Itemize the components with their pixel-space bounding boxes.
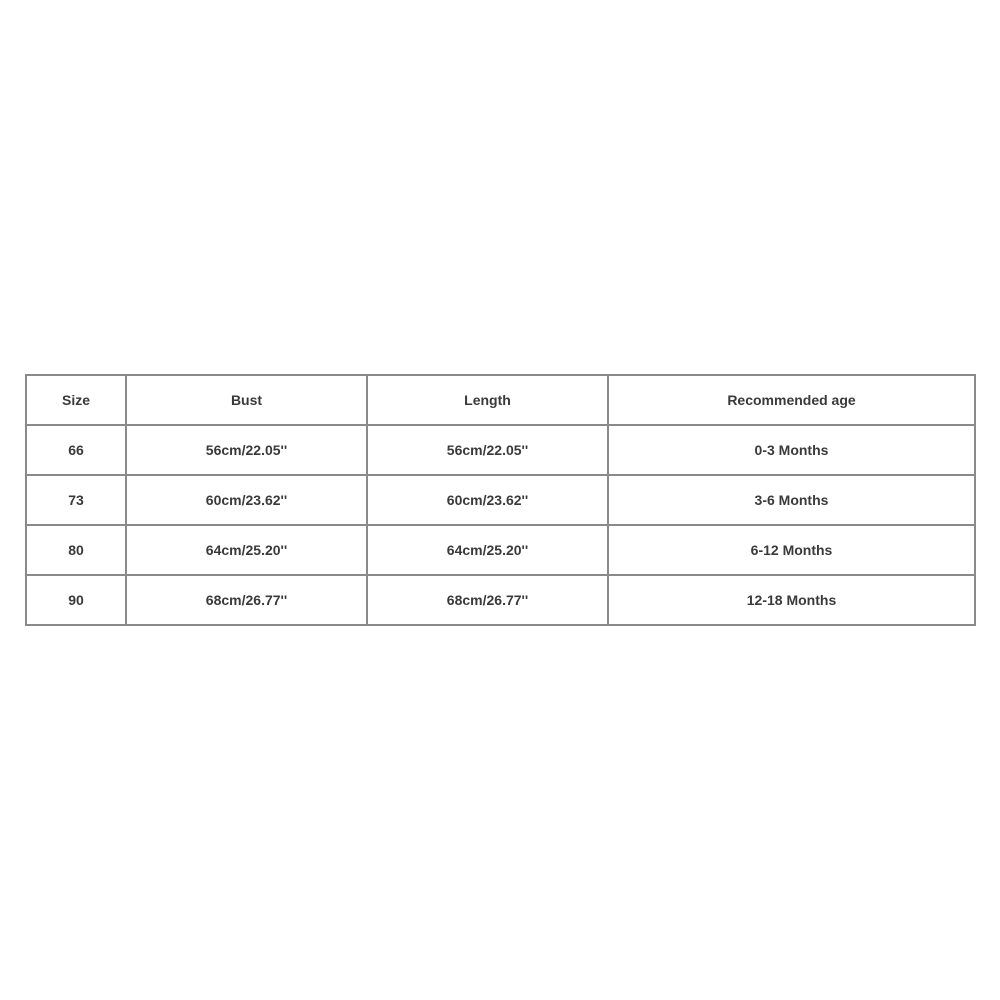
header-size: Size — [26, 375, 127, 426]
cell-recommended-age: 0-3 Months — [609, 426, 976, 476]
cell-bust: 60cm/23.62'' — [127, 476, 368, 526]
header-recommended-age: Recommended age — [609, 375, 976, 426]
cell-length: 56cm/22.05'' — [368, 426, 609, 476]
header-bust: Bust — [127, 375, 368, 426]
header-length: Length — [368, 375, 609, 426]
table-row — [26, 476, 976, 526]
cell-size: 90 — [26, 576, 127, 626]
cell-length: 68cm/26.77'' — [368, 576, 609, 626]
cell-recommended-age: 6-12 Months — [609, 526, 976, 576]
cell-length: 60cm/23.62'' — [368, 476, 609, 526]
cell-size: 80 — [26, 526, 127, 576]
table-row — [26, 526, 976, 576]
size-chart-table — [25, 374, 976, 626]
cell-recommended-age: 12-18 Months — [609, 576, 976, 626]
cell-bust: 64cm/25.20'' — [127, 526, 368, 576]
cell-length: 64cm/25.20'' — [368, 526, 609, 576]
cell-bust: 68cm/26.77'' — [127, 576, 368, 626]
table-row — [26, 576, 976, 626]
table-header-row — [26, 375, 976, 426]
cell-size: 73 — [26, 476, 127, 526]
table-row — [26, 426, 976, 476]
cell-bust: 56cm/22.05'' — [127, 426, 368, 476]
cell-recommended-age: 3-6 Months — [609, 476, 976, 526]
cell-size: 66 — [26, 426, 127, 476]
